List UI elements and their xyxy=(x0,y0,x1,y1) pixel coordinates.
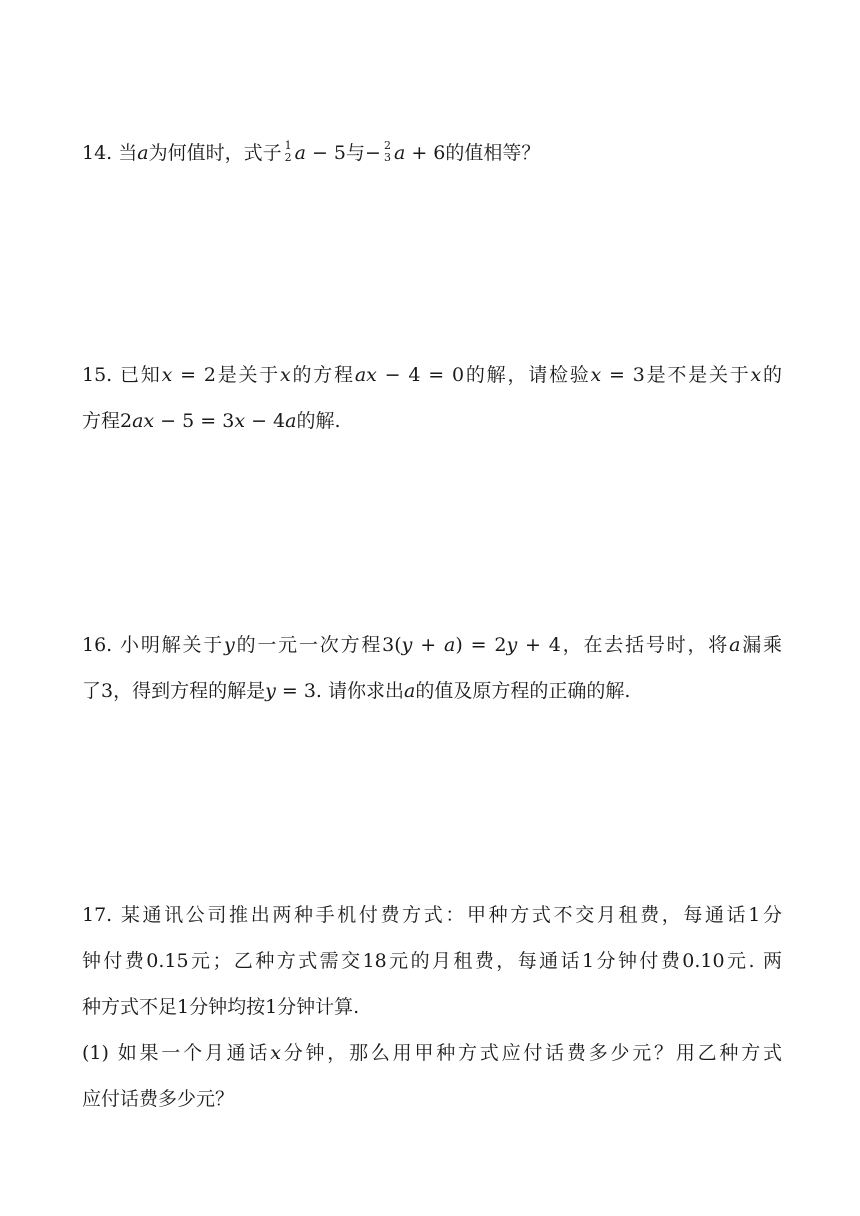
problem-text: 的解. xyxy=(296,410,341,432)
math-variable: y xyxy=(506,634,518,656)
problem-17-line xyxy=(82,984,782,1030)
problem-text: = 3. 请你求出 xyxy=(275,680,404,702)
math-variable: a xyxy=(729,634,741,656)
fraction-denominator: 3 xyxy=(383,151,391,164)
problem-15 xyxy=(82,352,782,444)
math-variable: x xyxy=(270,1042,281,1064)
problem-text: 的 xyxy=(761,364,782,386)
math-variable: y xyxy=(265,680,276,702)
problem-text: 的值及原方程的正确的解. xyxy=(415,680,631,702)
problem-text: + xyxy=(412,634,445,656)
math-variable: a xyxy=(393,142,406,164)
math-variable: a xyxy=(137,142,149,164)
problem-text: 漏乘 xyxy=(740,634,782,656)
problem-text: 16. 小明解关于 xyxy=(82,634,225,656)
problem-14 xyxy=(82,130,782,176)
problem-text: = 3是不是关于 xyxy=(601,364,751,386)
problem-text: + 4，在去括号时，将 xyxy=(517,634,730,656)
problem-17-line xyxy=(82,938,782,984)
math-variable: x xyxy=(750,364,762,386)
problem-text: 种方式不足1分钟均按1分钟计算. xyxy=(82,996,360,1018)
math-variable: ax xyxy=(354,364,377,386)
fraction-numerator: 2 xyxy=(383,139,391,152)
problem-text: − 4 = 0的解，请检验 xyxy=(376,364,591,386)
math-variable: x xyxy=(280,364,291,386)
problem-text: 了3，得到方程的解是 xyxy=(82,680,266,702)
problem-text: − 5与− xyxy=(305,142,381,164)
problem-text: 的一元一次方程3( xyxy=(234,634,402,656)
problem-16 xyxy=(82,622,782,714)
problem-text: 为何值时，式子 xyxy=(148,142,282,164)
problem-15-line xyxy=(82,398,782,444)
problem-text: 分钟，那么用甲种方式应付话费多少元？用乙种方式 xyxy=(280,1042,782,1064)
problem-text: + 6的值相等？ xyxy=(405,142,541,164)
problem-text: ) = 2 xyxy=(455,634,507,656)
problem-16-line xyxy=(82,622,782,668)
math-variable: y xyxy=(224,634,235,656)
math-variable: y xyxy=(401,634,413,656)
fraction-numerator: 1 xyxy=(284,139,292,152)
problem-text: 钟付费0.15元；乙种方式需交18元的月租费，每通话1分钟付费0.10元. 两 xyxy=(82,950,782,972)
math-variable: a xyxy=(404,680,416,702)
math-variable: a xyxy=(294,142,306,164)
problem-text: 17. 某通讯公司推出两种手机付费方式：甲种方式不交月租费，每通话1分 xyxy=(82,904,782,926)
fraction xyxy=(383,140,392,164)
problem-14-line xyxy=(82,130,782,176)
math-variable: ax xyxy=(132,410,155,432)
problem-16-line xyxy=(82,668,782,714)
problem-text: − 5 = 3 xyxy=(154,410,235,432)
problem-text: 的方程 xyxy=(290,364,355,386)
problem-text: 应付话费多少元？ xyxy=(82,1088,235,1110)
problem-17-line xyxy=(82,1076,782,1122)
problem-text: = 2是关于 xyxy=(172,364,281,386)
problem-text: 14. 当 xyxy=(82,142,138,164)
problem-17-line xyxy=(82,892,782,938)
problem-text: − 4 xyxy=(245,410,286,432)
fraction-denominator: 2 xyxy=(284,151,292,164)
problem-15-line xyxy=(82,352,782,398)
problem-text: 15. 已知 xyxy=(82,364,162,386)
math-variable: a xyxy=(285,410,297,432)
problem-17-line xyxy=(82,1030,782,1076)
math-variable: a xyxy=(444,634,456,656)
fraction xyxy=(284,140,293,164)
problem-17 xyxy=(82,892,782,1122)
math-variable: x xyxy=(590,364,602,386)
math-variable: x xyxy=(161,364,173,386)
problem-text: 方程2 xyxy=(82,410,133,432)
math-variable: x xyxy=(234,410,246,432)
problem-text: (1) 如果一个月通话 xyxy=(82,1042,271,1064)
